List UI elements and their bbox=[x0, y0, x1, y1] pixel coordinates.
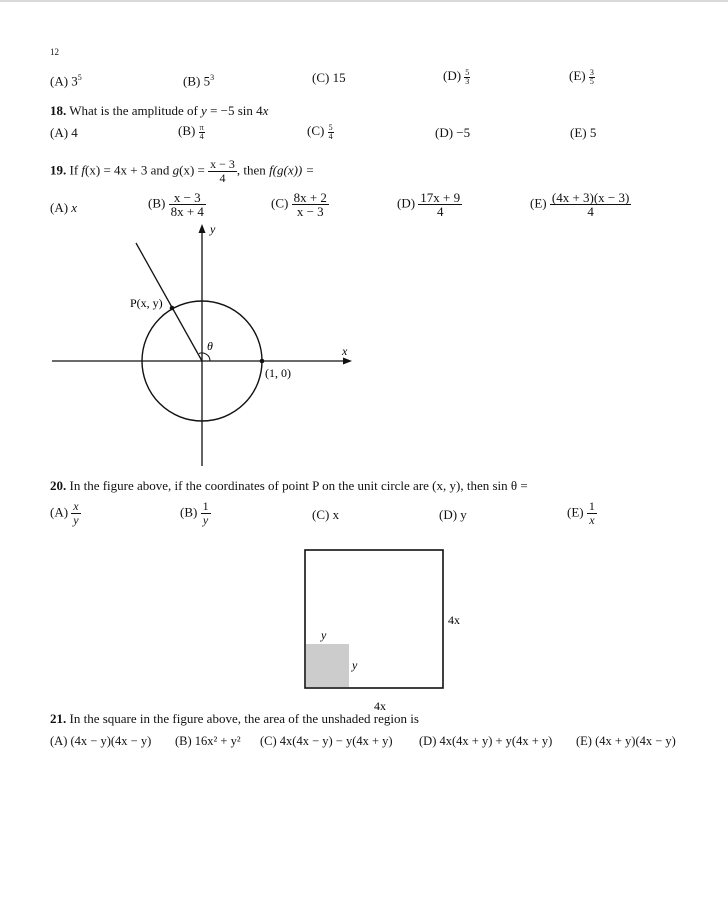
q17-e-label: (E) bbox=[569, 68, 586, 83]
q19-text1: If bbox=[69, 162, 82, 178]
q19-text5: f(g(x)) = bbox=[269, 162, 315, 178]
q18-text-before: What is the amplitude of bbox=[69, 103, 202, 118]
q20-choice-e[interactable] bbox=[567, 500, 597, 527]
q19-choice-e[interactable] bbox=[530, 191, 631, 218]
q21-choice-c[interactable]: (C) 4x(4x − y) − y(4x + y) bbox=[260, 734, 393, 748]
q17-choice-b[interactable] bbox=[183, 70, 214, 89]
q19-text3: (x) = bbox=[179, 162, 205, 178]
q17-e-den: 5 bbox=[589, 76, 594, 86]
q19-choice-c[interactable] bbox=[271, 191, 329, 218]
q20-b-label: (B) bbox=[180, 504, 198, 520]
q20-e-label: (E) bbox=[567, 504, 584, 520]
side-bottom-label: 4x bbox=[374, 699, 386, 713]
q19-gx-num: x − 3 bbox=[210, 157, 235, 171]
q17-b-text: (B) 5 bbox=[183, 73, 211, 89]
q18-b-num: π bbox=[199, 122, 204, 132]
point-p-label: P(x, y) bbox=[130, 296, 163, 310]
q21-number: 21. bbox=[50, 711, 67, 726]
q19-b-num: x − 3 bbox=[169, 191, 206, 205]
x-axis-arrow bbox=[343, 358, 352, 365]
q17-d-num: 5 bbox=[465, 67, 470, 77]
q20-e-fraction bbox=[587, 500, 597, 527]
q18-b-den: 4 bbox=[199, 131, 204, 141]
q19-e-fraction bbox=[550, 191, 631, 218]
q19-d-den: 4 bbox=[436, 204, 444, 219]
q20-e-num: 1 bbox=[588, 499, 595, 513]
q19-text4: , then bbox=[236, 162, 270, 178]
q21-text: In the square in the figure above, the area of the unshaded region is bbox=[69, 711, 419, 726]
q19-d-label: (D) bbox=[397, 195, 416, 211]
q17-e-fraction bbox=[589, 69, 595, 86]
q19-b-den: 8x + 4 bbox=[170, 204, 204, 219]
q20-a-den: y bbox=[73, 513, 79, 527]
top-border bbox=[0, 0, 728, 2]
y-axis-arrow bbox=[199, 224, 206, 233]
q18-c-num: 5 bbox=[328, 122, 333, 132]
q19-c-fraction bbox=[292, 191, 329, 218]
q19-b-label: (B) bbox=[148, 195, 166, 211]
q20-a-num: x bbox=[73, 499, 79, 513]
q18-c-fraction bbox=[328, 124, 334, 141]
q19-g: g bbox=[172, 162, 180, 178]
q21-choice-d[interactable]: (D) 4x(4x + y) + y(4x + y) bbox=[419, 734, 553, 748]
q19-d-fraction bbox=[418, 191, 462, 218]
q19-a-val: x bbox=[71, 200, 78, 215]
q19-gx-fraction bbox=[208, 158, 237, 185]
q17-a-exp: 5 bbox=[77, 73, 82, 82]
q19-b-fraction bbox=[169, 191, 206, 218]
q17-e-num: 3 bbox=[589, 67, 594, 77]
q21-stem bbox=[50, 711, 419, 727]
q17-d-fraction bbox=[464, 69, 470, 86]
q20-b-den: y bbox=[202, 513, 209, 527]
q18-b-label: (B) bbox=[178, 123, 196, 138]
theta-label: θ bbox=[207, 339, 213, 353]
q19-f: f bbox=[81, 162, 86, 178]
q19-choice-d[interactable] bbox=[397, 191, 462, 218]
q18-choice-c[interactable] bbox=[307, 123, 334, 141]
q17-choice-a[interactable] bbox=[50, 70, 82, 89]
shaded-square bbox=[306, 644, 349, 687]
q21-choice-b[interactable]: (B) 16x² + y² bbox=[175, 734, 241, 748]
q20-number: 20. bbox=[50, 478, 67, 493]
q17-b-exp: 3 bbox=[210, 73, 215, 82]
q19-number: 19. bbox=[50, 162, 67, 178]
q20-choice-c[interactable]: (C) x bbox=[312, 507, 340, 522]
q18-text-mid: = −5 sin 4 bbox=[206, 103, 263, 118]
q19-e-label: (E) bbox=[530, 195, 547, 211]
q20-b-num: 1 bbox=[202, 499, 209, 513]
q18-y: y bbox=[201, 103, 207, 118]
point-one-zero bbox=[260, 359, 265, 364]
q20-a-fraction bbox=[71, 500, 80, 527]
q20-a-label: (A) bbox=[50, 504, 69, 520]
q17-choice-c[interactable]: (C) 15 bbox=[312, 70, 346, 85]
q18-b-fraction bbox=[199, 124, 205, 141]
q21-choice-e[interactable]: (E) (4x + y)(4x − y) bbox=[576, 734, 676, 748]
unit-circle-figure bbox=[40, 218, 370, 468]
q19-c-label: (C) bbox=[271, 195, 289, 211]
q18-stem bbox=[50, 103, 268, 119]
small-left-label: y bbox=[321, 628, 327, 642]
side-right-label: 4x bbox=[448, 613, 460, 627]
q20-e-den: x bbox=[589, 513, 595, 527]
q18-c-label: (C) bbox=[307, 123, 325, 138]
page-number: 12 bbox=[50, 47, 59, 57]
q18-choice-a[interactable]: (A) 4 bbox=[50, 125, 78, 140]
q19-e-den: 4 bbox=[587, 204, 594, 219]
q18-choice-e[interactable]: (E) 5 bbox=[570, 125, 597, 140]
x-axis-label: x bbox=[342, 344, 348, 358]
q20-b-fraction bbox=[201, 500, 211, 527]
q18-choice-b[interactable] bbox=[178, 123, 205, 141]
q21-choice-a[interactable]: (A) (4x − y)(4x − y) bbox=[50, 734, 152, 748]
q19-text2: (x) = 4x + 3 and bbox=[85, 162, 173, 178]
q20-choice-a[interactable] bbox=[50, 500, 81, 527]
q18-number: 18. bbox=[50, 103, 67, 118]
small-bottom-label: y bbox=[352, 658, 358, 672]
q19-e-num: (4x + 3)(x − 3) bbox=[551, 190, 630, 205]
q17-a-text: (A) 3 bbox=[50, 73, 78, 89]
q17-d-den: 3 bbox=[465, 76, 470, 86]
square-figure bbox=[296, 542, 476, 714]
y-axis-label: y bbox=[210, 222, 216, 236]
q18-choice-d[interactable]: (D) −5 bbox=[435, 125, 471, 140]
q18-c-den: 4 bbox=[328, 131, 333, 141]
q19-c-den: x − 3 bbox=[296, 204, 324, 219]
q17-choice-e[interactable] bbox=[569, 68, 595, 86]
q20-choice-d[interactable]: (D) y bbox=[439, 507, 467, 522]
q19-stem bbox=[50, 158, 314, 185]
point-p bbox=[170, 306, 175, 311]
q17-d-label: (D) bbox=[443, 68, 462, 83]
q19-gx-den: 4 bbox=[219, 171, 226, 185]
q17-choice-d[interactable] bbox=[443, 68, 470, 86]
q20-choice-b[interactable] bbox=[180, 500, 211, 527]
q20-text: In the figure above, if the coordinates of point P on the unit circle are (x, y), then sin θ = bbox=[69, 478, 528, 493]
q19-choice-b[interactable] bbox=[148, 191, 206, 218]
q19-a-label: (A) bbox=[50, 200, 69, 215]
intercept-label: (1, 0) bbox=[265, 366, 291, 380]
q19-d-num: 17x + 9 bbox=[420, 190, 461, 205]
q19-c-num: 8x + 2 bbox=[293, 190, 327, 205]
q18-x: x bbox=[262, 103, 269, 118]
q20-stem bbox=[50, 478, 528, 494]
q19-choice-a[interactable] bbox=[50, 200, 77, 216]
